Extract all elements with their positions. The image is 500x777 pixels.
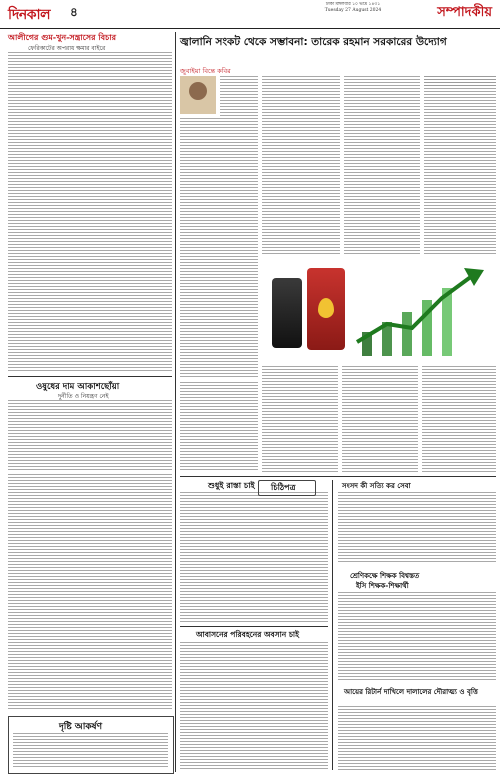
letters-column-divider: [332, 480, 333, 770]
left-lower-body: [8, 474, 172, 710]
author-photo: [180, 76, 216, 114]
newspaper-logo: দিনকাল: [8, 7, 51, 23]
notice-title: দৃষ্টি আকর্ষণ: [59, 722, 103, 732]
lead-col1: [180, 118, 258, 378]
letters-header-box: [258, 480, 316, 496]
fuel-illustration: [262, 258, 496, 362]
letter2-subtitle: ইসি শিক্ষক-শিক্ষার্থী: [356, 582, 409, 590]
right-lower-title: আয়ের রিটার্ন দাখিলে দালালের দৌরাত্ম্য ও বৃত্তি: [344, 688, 478, 696]
column-divider: [175, 32, 176, 772]
lead-col4: [424, 76, 496, 256]
editorial2-body: [8, 400, 172, 472]
editorial-subtitle: ফেরিকাটের অপরাধ ক্ষমার বাইরে: [28, 45, 106, 52]
right-col-top: [424, 76, 496, 86]
letter2-title: শ্রেণিকক্ষে শিক্ষক বিশ্বস্তত: [350, 572, 420, 580]
lower2-title: আবাসনের পরিবহনের অবসান চাই: [196, 630, 299, 639]
lower-body: [180, 492, 328, 622]
letter1-body: [338, 492, 496, 562]
masthead: [0, 0, 500, 29]
lead-col1-top: [220, 76, 258, 116]
lead-col3: [344, 76, 420, 256]
letter1-title: সংসদ কী সত্যি কর সেবা: [342, 482, 411, 490]
letters-header: চিঠিপত্র: [271, 483, 296, 492]
editorial-body: [8, 52, 172, 372]
section-divider: [180, 476, 496, 477]
author-face: [189, 82, 207, 100]
section-title: সম্পাদকীয়: [437, 5, 492, 20]
lower-divider: [180, 626, 328, 627]
date-bangla: ঢাকা মঙ্গলবার ১০ ভাদ্র ১৪৩১: [325, 2, 381, 7]
fuel-pump-left: [272, 278, 302, 348]
notice-body: [13, 733, 168, 769]
lead-headline: জ্বালানি সংকট থেকে সম্ভাবনা: তারেক রহমান সরকারের উদ্যোগ: [180, 36, 447, 48]
editorial2-subtitle: দুর্নীতি ও নিয়ন্ত্রণ নেই: [58, 393, 109, 400]
lower-title: শুধুই রাস্তা চাই: [208, 481, 255, 490]
left-editorial-column: [8, 32, 172, 472]
date-english: Tuesday 27 August 2024: [324, 8, 382, 13]
right-lower-body: [338, 706, 496, 770]
growth-arrow-icon: [352, 262, 492, 358]
letter2-body: [338, 592, 496, 682]
lead-col1-lower: [180, 382, 258, 472]
lead-col4-lower: [422, 366, 496, 472]
fuel-drop-icon: [318, 298, 334, 318]
lead-byline: জুবাইয়া বিন্তে কবির: [180, 67, 231, 75]
lower2-body: [180, 642, 328, 770]
lead-col3-lower: [342, 366, 418, 472]
lead-col2-lower: [262, 366, 338, 472]
notice-box: [8, 716, 174, 774]
divider: [8, 376, 172, 377]
editorial-title: আলীগের গুম-খুন-সন্ত্রাসের বিচার: [8, 33, 117, 42]
lead-col2: [262, 76, 340, 256]
editorial2-title: ওষুধের দাম আকাশছোঁয়া: [36, 382, 120, 392]
date-line: [308, 2, 398, 14]
page-number: ৪: [70, 5, 78, 19]
